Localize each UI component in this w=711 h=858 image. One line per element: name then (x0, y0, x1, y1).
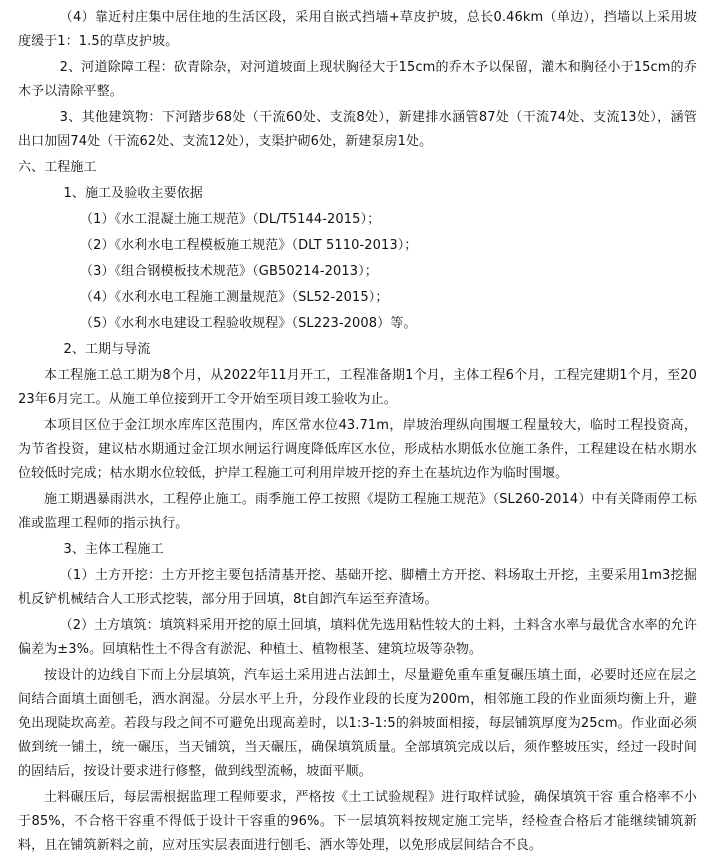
standard-item-4: （4）《水利水电工程施工测量规范》（SL52-2015）； (80, 290, 389, 305)
subheading-main-works: 3、主体工程施工 (63, 542, 164, 557)
paragraph-compaction-testing: 土料碾压后，每层需根据监理工程师要求，严格按《土工试验规程》进行取样试验，确保填筑干容 重合格率不小于85%，不合格干容重不得低于设计干容重的96%。下一层填筑料按规定施工完毕，经检查合格后才能继续铺筑新料，且在铺筑新料之前，应对压实层表面进行刨毛、洒水等处理，以免形成层间结合不良。 (18, 790, 697, 853)
paragraph-obstacle-removal: 2、河道除障工程：砍青除杂，对河道坡面上现状胸径大于15cm的乔木予以保留，灌木和胸径小于15cm的乔木予以清除平整。 (18, 60, 697, 99)
subheading-acceptance-basis: 1、施工及验收主要依据 (63, 186, 203, 201)
subheading-schedule-diversion: 2、工期与导流 (63, 342, 151, 357)
paragraph-schedule: 本工程施工总工期为8个月，从2022年11月开工，工程准备期1个月，主体工程6个月，工程完建期1个月，至2023年6月完工。从施工单位接到开工令开始至项目竣工验收为止。 (18, 368, 697, 407)
paragraph-other-structures: 3、其他建筑物：下河踏步68处（干流60处、支流8处），新建排水涵管87处（干流74处、支流13处），涵管出口加固74处（干流62处、支流12处），支渠护砌6处，新建泵房1处。 (18, 110, 697, 149)
standard-item-3: （3）《组合钢模板技术规范》（GB50214-2013）； (80, 264, 378, 279)
paragraph-diversion: 本项目区位于金江坝水库库区范围内，库区常水位43.71m，岸坡治理纵向围堰工程量较大，临时工程投资高，为节省投资，建议枯水期通过金江坝水闸运行调度降低库区水位，形成枯水期低水位施工条件，工程建设在枯水期水位较低时完成；枯水期水位较低，护岸工程施工可利用岸坡开挖的弃土在基坑边作为临时围堰。 (18, 418, 697, 481)
paragraph-retaining-wall: （4）靠近村庄集中居住地的生活区段，采用自嵌式挡墙+草皮护坡，总长0.46km（单边），挡墙以上采用坡度缓于1：1.5的草皮护坡。 (18, 10, 697, 49)
standard-item-1: （1）《水工混凝土施工规范》（DL/T5144-2015）； (80, 212, 381, 227)
section-heading-construction: 六、工程施工 (18, 160, 97, 175)
standard-item-2: （2）《水利水电工程模板施工规范》（DLT 5110-2013）； (80, 238, 418, 253)
paragraph-earth-filling: （2）土方填筑：填筑料采用开挖的原土回填，填料优先选用粘性较大的土料，土料含水率与最优含水率的允许偏差为±3%。回填粘性土不得含有淤泥、种植土、植物根茎、建筑垃圾等杂物。 (18, 618, 697, 657)
paragraph-layered-filling: 按设计的边线自下而上分层填筑，汽车运土采用进占法卸土，尽量避免重车重复碾压填土面，必要时还应在层之间结合面填土面刨毛，洒水润湿。分层水平上升，分段作业段的长度为200m，相邻施工段的作业面须均衡上升，避免出现陡坎高差。若段与段之间不可避免出现高差时，以1:3-1:5的斜坡面相接，每层铺筑厚度为25cm。作业面必须做到统一铺土，统一碾压，当天铺筑，当天碾压，确保填筑质量。全部填筑完成以后，须作整坡压实，经过一段时间的固结后，按设计要求进行修整，做到线型流畅，坡面平顺。 (18, 668, 697, 779)
paragraph-flood-stoppage: 施工期遇暴雨洪水，工程停止施工。雨季施工停工按照《堤防工程施工规范》（SL260-2014）中有关降雨停工标准或监理工程师的指示执行。 (18, 492, 697, 531)
paragraph-earth-excavation: （1）土方开挖：土方开挖主要包括清基开挖、基础开挖、脚槽土方开挖、料场取土开挖，主要采用1m3挖掘机反铲机械结合人工形式挖装，部分用于回填，8t自卸汽车运至弃渣场。 (18, 568, 697, 607)
standard-item-5: （5）《水利水电建设工程验收规程》（SL223-2008）等。 (80, 316, 417, 331)
